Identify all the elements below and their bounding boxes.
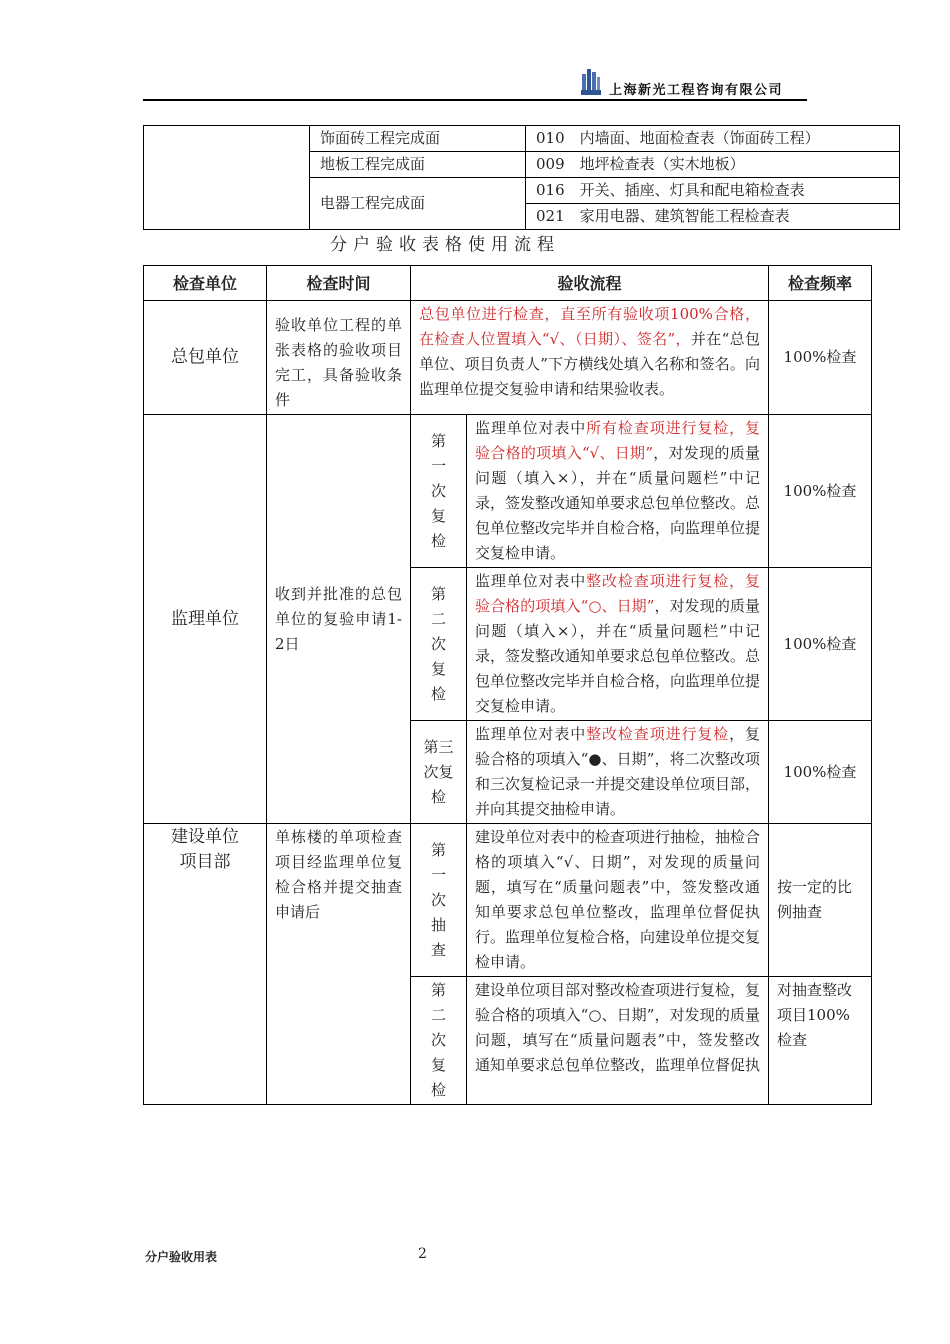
stage-label: 第三次复检: [411, 721, 467, 824]
table-row: [144, 126, 900, 152]
table-header-row: [144, 266, 872, 301]
flow-title: 分户验收表格使用流程: [330, 235, 560, 255]
table-row: [144, 415, 872, 568]
stage-flow: 监理单位对表中整改检查项进行复检，复验合格的项填入“●、日期”，将二次整改项和三次复检记录一并提交建设单位项目部，并向其提交抽检申请。: [467, 721, 769, 824]
form-name: 009 地坪检查表（实木地板）: [526, 152, 900, 178]
work-item: 地板工程完成面: [310, 152, 526, 178]
stage-flow: 监理单位对表中整改检查项进行复检，复验合格的项填入“○、日期”，对发现的质量问题（填入×），并在“质量问题栏”中记录，签发整改通知单要求总包单位整改。总包单位整改完毕并自检合格，向监理单位提交复检申请。: [467, 568, 769, 721]
stage-label: 第一次抽查: [411, 824, 467, 977]
unit-supervisor: 监理单位: [144, 415, 267, 824]
freq-general: 100%检查: [769, 301, 872, 415]
header-rule: [143, 99, 807, 101]
time-supervisor: 收到并批准的总包单位的复验申请1-2日: [267, 415, 411, 824]
stage-freq: 100%检查: [769, 721, 872, 824]
table-row: [144, 301, 872, 415]
page-number: 2: [418, 1246, 427, 1262]
unit-general: 总包单位: [144, 301, 267, 415]
stage-label: 第二次复检: [411, 977, 467, 1105]
form-name: 010 内墙面、地面检查表（饰面砖工程）: [526, 126, 900, 152]
stage-freq: 100%检查: [769, 415, 872, 568]
stage-flow: 监理单位对表中所有检查项进行复检，复验合格的项填入“√、日期”，对发现的质量问题（填入×），并在“质量问题栏”中记录，签发整改通知单要求总包单位整改。总包单位整改完毕并自检合格，向监理单位提交复检申请。: [467, 415, 769, 568]
stage-label: 第二次复检: [411, 568, 467, 721]
work-item: 电器工程完成面: [310, 178, 526, 230]
time-general: 验收单位工程的单张表格的验收项目完工，具备验收条件: [267, 301, 411, 415]
blank-cell: [144, 126, 310, 230]
stage-freq: 100%检查: [769, 568, 872, 721]
stage-flow: 建设单位对表中的检查项进行抽检，抽检合格的项填入“√、日期”，对发现的质量问题，填写在“质量问题表”中，签发整改通知单要求总包单位整改，监理单位督促执行。监理单位复检合格，向建设单位提交复检申请。: [467, 824, 769, 977]
col-header-flow: 验收流程: [411, 266, 769, 301]
col-header-freq: 检查频率: [769, 266, 872, 301]
company-logo-icon: [580, 68, 602, 96]
stage-freq: 对抽查整改项目100%检查: [769, 977, 872, 1105]
form-index-table: [143, 125, 900, 230]
flow-text: 并在“总包单位、项目负责人”下方横线处填入名称和签名。向监理单位提交复验申请和结果验收表。: [419, 330, 760, 398]
table-row: [144, 824, 872, 977]
company-name: 上海新光工程咨询有限公司: [609, 83, 784, 98]
col-header-time: 检查时间: [267, 266, 411, 301]
footer-doc-name: 分户验收用表: [145, 1250, 218, 1264]
work-item: 饰面砖工程完成面: [310, 126, 526, 152]
page-header: [143, 66, 807, 100]
stage-label: 第一次复检: [411, 415, 467, 568]
form-name: 021 家用电器、建筑智能工程检查表: [526, 204, 900, 230]
stage-flow: 建设单位项目部对整改检查项进行复检，复验合格的项填入“○、日期”，对发现的质量问题，填写在“质量问题表”中，签发整改通知单要求总包单位整改，监理单位督促执: [467, 977, 769, 1105]
unit-owner: 建设单位项目部: [144, 824, 267, 1105]
time-owner: 单栋楼的单项检查项目经监理单位复检合格并提交抽查申请后: [267, 824, 411, 1105]
stage-freq: 按一定的比例抽查: [769, 824, 872, 977]
flow-table: [143, 265, 872, 1105]
flow-general: [411, 301, 769, 415]
form-name: 016 开关、插座、灯具和配电箱检查表: [526, 178, 900, 204]
flow-text-red: 总包单位进行检查，直至所有验收项100%合格，在检查人位置填入“√、（日期）、签名”，: [419, 305, 760, 348]
col-header-unit: 检查单位: [144, 266, 267, 301]
